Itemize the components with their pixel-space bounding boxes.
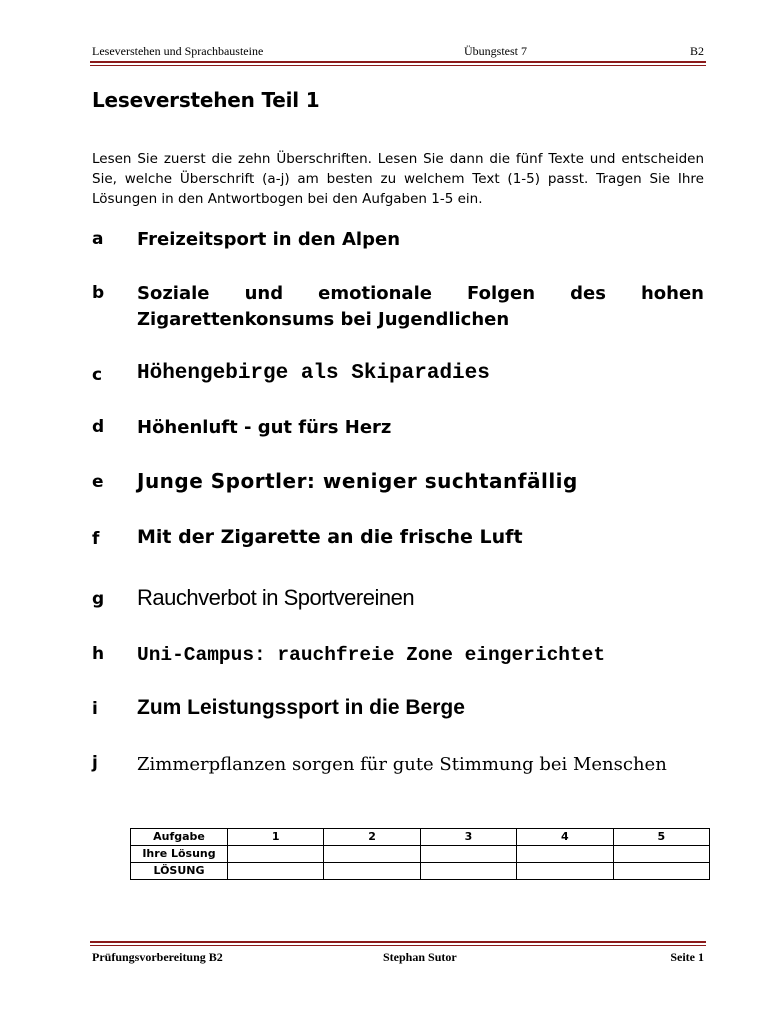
heading-letter: f [92, 529, 100, 549]
table-row [131, 846, 710, 863]
heading-text: Zum Leistungssport in die Berge [137, 696, 465, 719]
footer-rule [90, 941, 706, 946]
heading-text: Junge Sportler: weniger suchtanfällig [137, 469, 578, 493]
solution-cell-1 [228, 863, 324, 880]
answer-cell-3[interactable] [420, 846, 516, 863]
heading-text: Mit der Zigarette an die frische Luft [137, 526, 523, 548]
table-cell: 4 [517, 829, 613, 846]
table-cell: 3 [420, 829, 516, 846]
heading-letter: a [92, 229, 104, 249]
table-cell: 5 [613, 829, 709, 846]
heading-letter: h [92, 644, 105, 664]
page-title: Leseverstehen Teil 1 [92, 88, 320, 112]
heading-letter: c [92, 365, 103, 385]
header-right: B2 [689, 44, 704, 58]
table-cell: LÖSUNG [131, 863, 228, 880]
solution-cell-5 [613, 863, 709, 880]
heading-text: Uni-Campus: rauchfreie Zone eingerichtet [137, 644, 606, 666]
solution-cell-2 [324, 863, 420, 880]
heading-letter: j [92, 753, 98, 773]
table-cell: Aufgabe [131, 829, 228, 846]
solution-cell-4 [517, 863, 613, 880]
heading-letter: e [92, 472, 104, 492]
page-footer [92, 950, 704, 964]
solution-cell-3 [420, 863, 516, 880]
footer-right: Seite 1 [670, 950, 704, 964]
answer-table [130, 828, 710, 880]
heading-letter: b [92, 283, 105, 303]
table-row [131, 863, 710, 880]
footer-left: Prüfungsvorbereitung B2 [92, 950, 223, 964]
heading-text: Höhenluft - gut fürs Herz [137, 417, 392, 438]
instructions: Lesen Sie zuerst die zehn Überschriften. Lesen Sie dann die fünf Texte und entscheiden Sie, welche Überschrift (a-j) am besten zu welchem Text (1-5) passt. Tragen Sie Ihre Lösungen in den Antwortbogen bei den Aufgaben 1-5 ein. [92, 151, 704, 207]
table-row [131, 829, 710, 846]
heading-text: Zimmerpflanzen sorgen für gute Stimmung bei Menschen [137, 754, 667, 775]
answer-cell-4[interactable] [517, 846, 613, 863]
header-rule [90, 61, 706, 66]
page-header [92, 44, 704, 58]
heading-text: Freizeitsport in den Alpen [137, 229, 401, 250]
answer-cell-1[interactable] [228, 846, 324, 863]
header-center: Übungstest 7 [464, 44, 527, 58]
table-cell: 2 [324, 829, 420, 846]
answer-cell-5[interactable] [613, 846, 709, 863]
heading-text: Höhengebirge als Skiparadies [137, 362, 490, 385]
heading-text: Rauchverbot in Sportvereinen [137, 585, 415, 610]
heading-letter: g [92, 589, 105, 609]
footer-center: Stephan Sutor [383, 950, 457, 964]
table-cell: 1 [228, 829, 324, 846]
answer-cell-2[interactable] [324, 846, 420, 863]
header-left: Leseverstehen und Sprachbausteine [92, 44, 264, 58]
table-cell: Ihre Lösung [131, 846, 228, 863]
heading-letter: d [92, 417, 105, 437]
heading-text: Soziale und emotionale Folgen des hohen Zigarettenkonsums bei Jugendlichen [137, 283, 704, 330]
heading-letter: i [92, 699, 98, 719]
